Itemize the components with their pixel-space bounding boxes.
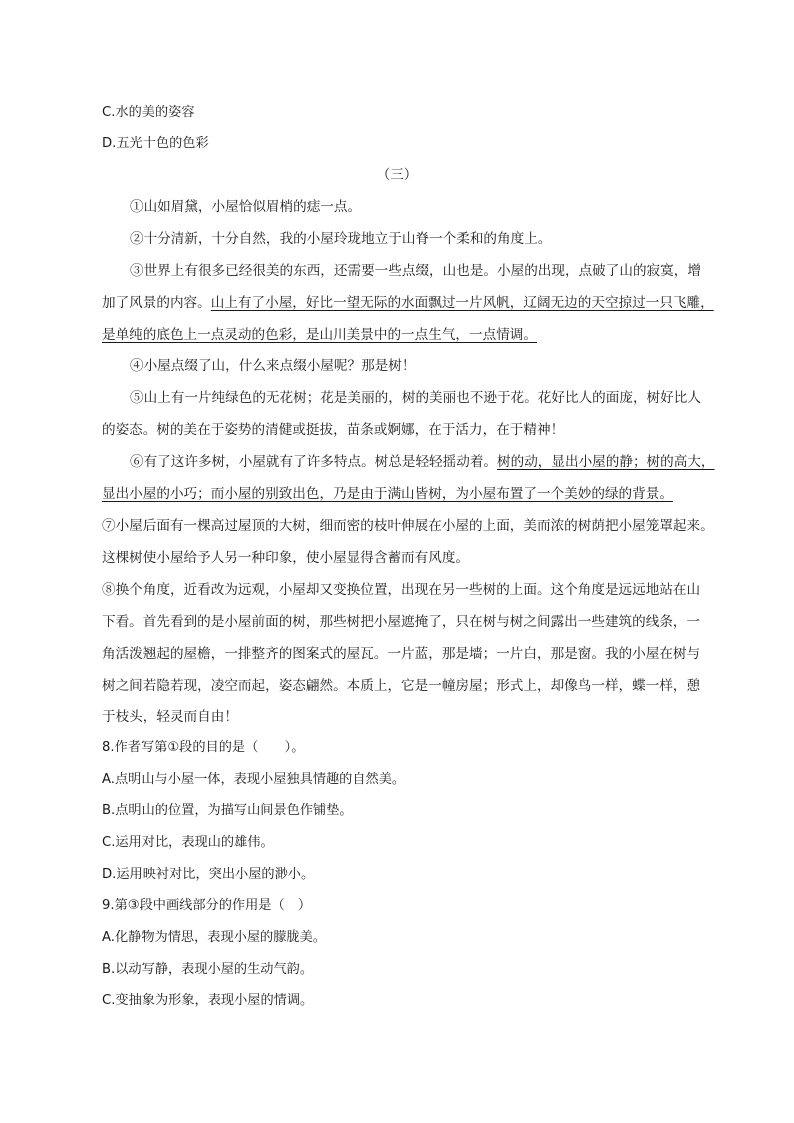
paragraph-3-line-3-underlined: 是单纯的底色上一点灵动的色彩，是山川美景中的一点生气，一点情调。: [102, 327, 537, 343]
paragraph-7-line-2: 这棵树使小屋给予人另一种印象，使小屋显得含蓄而有风度。: [102, 550, 470, 566]
paragraph-8-line-3: 角活泼翘起的屋檐，一排整齐的图案式的屋瓦。一片蓝，那是墙；一片白，那是窗。我的小屋在树与: [102, 646, 701, 662]
paragraph-4: ④小屋点缀了山，什么来点缀小屋呢？那是树！: [130, 358, 416, 374]
paragraph-8-line-2: 下看。首先看到的是小屋前面的树，那些树把小屋遮掩了，只在树与树之间露出一些建筑的线条，一: [102, 614, 701, 630]
question-8-option-a: A.点明山与小屋一体，表现小屋独具情趣的自然美。: [102, 772, 406, 787]
question-9-option-a: A.化静物为情思，表现小屋的朦胧美。: [102, 930, 326, 945]
question-8-option-d: D.运用映衬对比，突出小屋的渺小。: [102, 867, 315, 882]
option-c-previous: C.水的美的姿容: [102, 105, 195, 120]
paragraph-8-line-4: 树之间若隐若现，凌空而起，姿态翩然。本质上，它是一幢房屋；形式上，却像鸟一样，蝶一样，憩: [102, 678, 701, 694]
paragraph-3-text: 加了风景的内容。: [102, 295, 211, 311]
paragraph-5-line-1: ⑤山上有一片纯绿色的无花树；花是美丽的，树的美丽也不逊于花。花好比人的面庞，树好比人: [130, 390, 701, 406]
paragraph-6-line-1: [130, 452, 742, 472]
paragraph-8-line-5: 于枝头，轻灵而自由！: [102, 709, 238, 725]
paragraph-1: ①山如眉黛，小屋恰似眉梢的痣一点。: [130, 199, 362, 215]
underlined-sentence: 山上有了小屋，好比一望无际的水面飘过一片风帆，辽阔无边的天空掠过一只飞雕，: [210, 295, 714, 311]
question-9-stem: 9.第③段中画线部分的作用是（ ）: [102, 898, 312, 913]
paragraph-3-line-2: [102, 293, 742, 313]
question-9-option-c: C.变抽象为形象，表现小屋的情调。: [102, 993, 314, 1008]
section-heading: （三）: [376, 167, 418, 183]
option-d-previous: D.五光十色的色彩: [102, 136, 209, 151]
question-8-stem: 8.作者写第①段的目的是（ ）。: [102, 740, 305, 755]
paragraph-8-line-1: ⑧换个角度，近看改为远观，小屋却又变换位置，出现在另一些树的上面。这个角度是远远地站在山: [102, 582, 701, 598]
paragraph-2: ②十分清新，十分自然，我的小屋玲珑地立于山脊一个柔和的角度上。: [130, 231, 552, 247]
paragraph-5-line-2: 的姿态。树的美在于姿势的清健或挺拔，苗条或婀娜，在于活力，在于精神！: [102, 422, 565, 438]
paragraph-3-line-1: ③世界上有很多已经很美的东西，还需要一些点缀，山也是。小屋的出现，点破了山的寂寞，增: [130, 263, 701, 279]
paragraph-6-text: ⑥有了这许多树，小屋就有了许多特点。树总是轻轻摇动着。: [130, 454, 498, 470]
paragraph-7-line-1: ⑦小屋后面有一棵高过屋顶的大树，细而密的枝叶伸展在小屋的上面，美而浓的树荫把小屋笼罩起来。: [102, 518, 714, 534]
question-9-option-b: B.以动写静，表现小屋的生动气韵。: [102, 962, 314, 977]
question-8-option-c: C.运用对比，表现山的雄伟。: [102, 835, 274, 850]
paragraph-6-line-2-underlined: 显出小屋的小巧；而小屋的别致出色，乃是由于满山皆树，为小屋布置了一个美妙的绿的背景。: [102, 486, 673, 502]
question-8-option-b: B.点明山的位置，为描写山间景色作铺垫。: [102, 803, 353, 818]
underlined-sentence: 树的动，显出小屋的静；树的高大，: [497, 454, 715, 470]
